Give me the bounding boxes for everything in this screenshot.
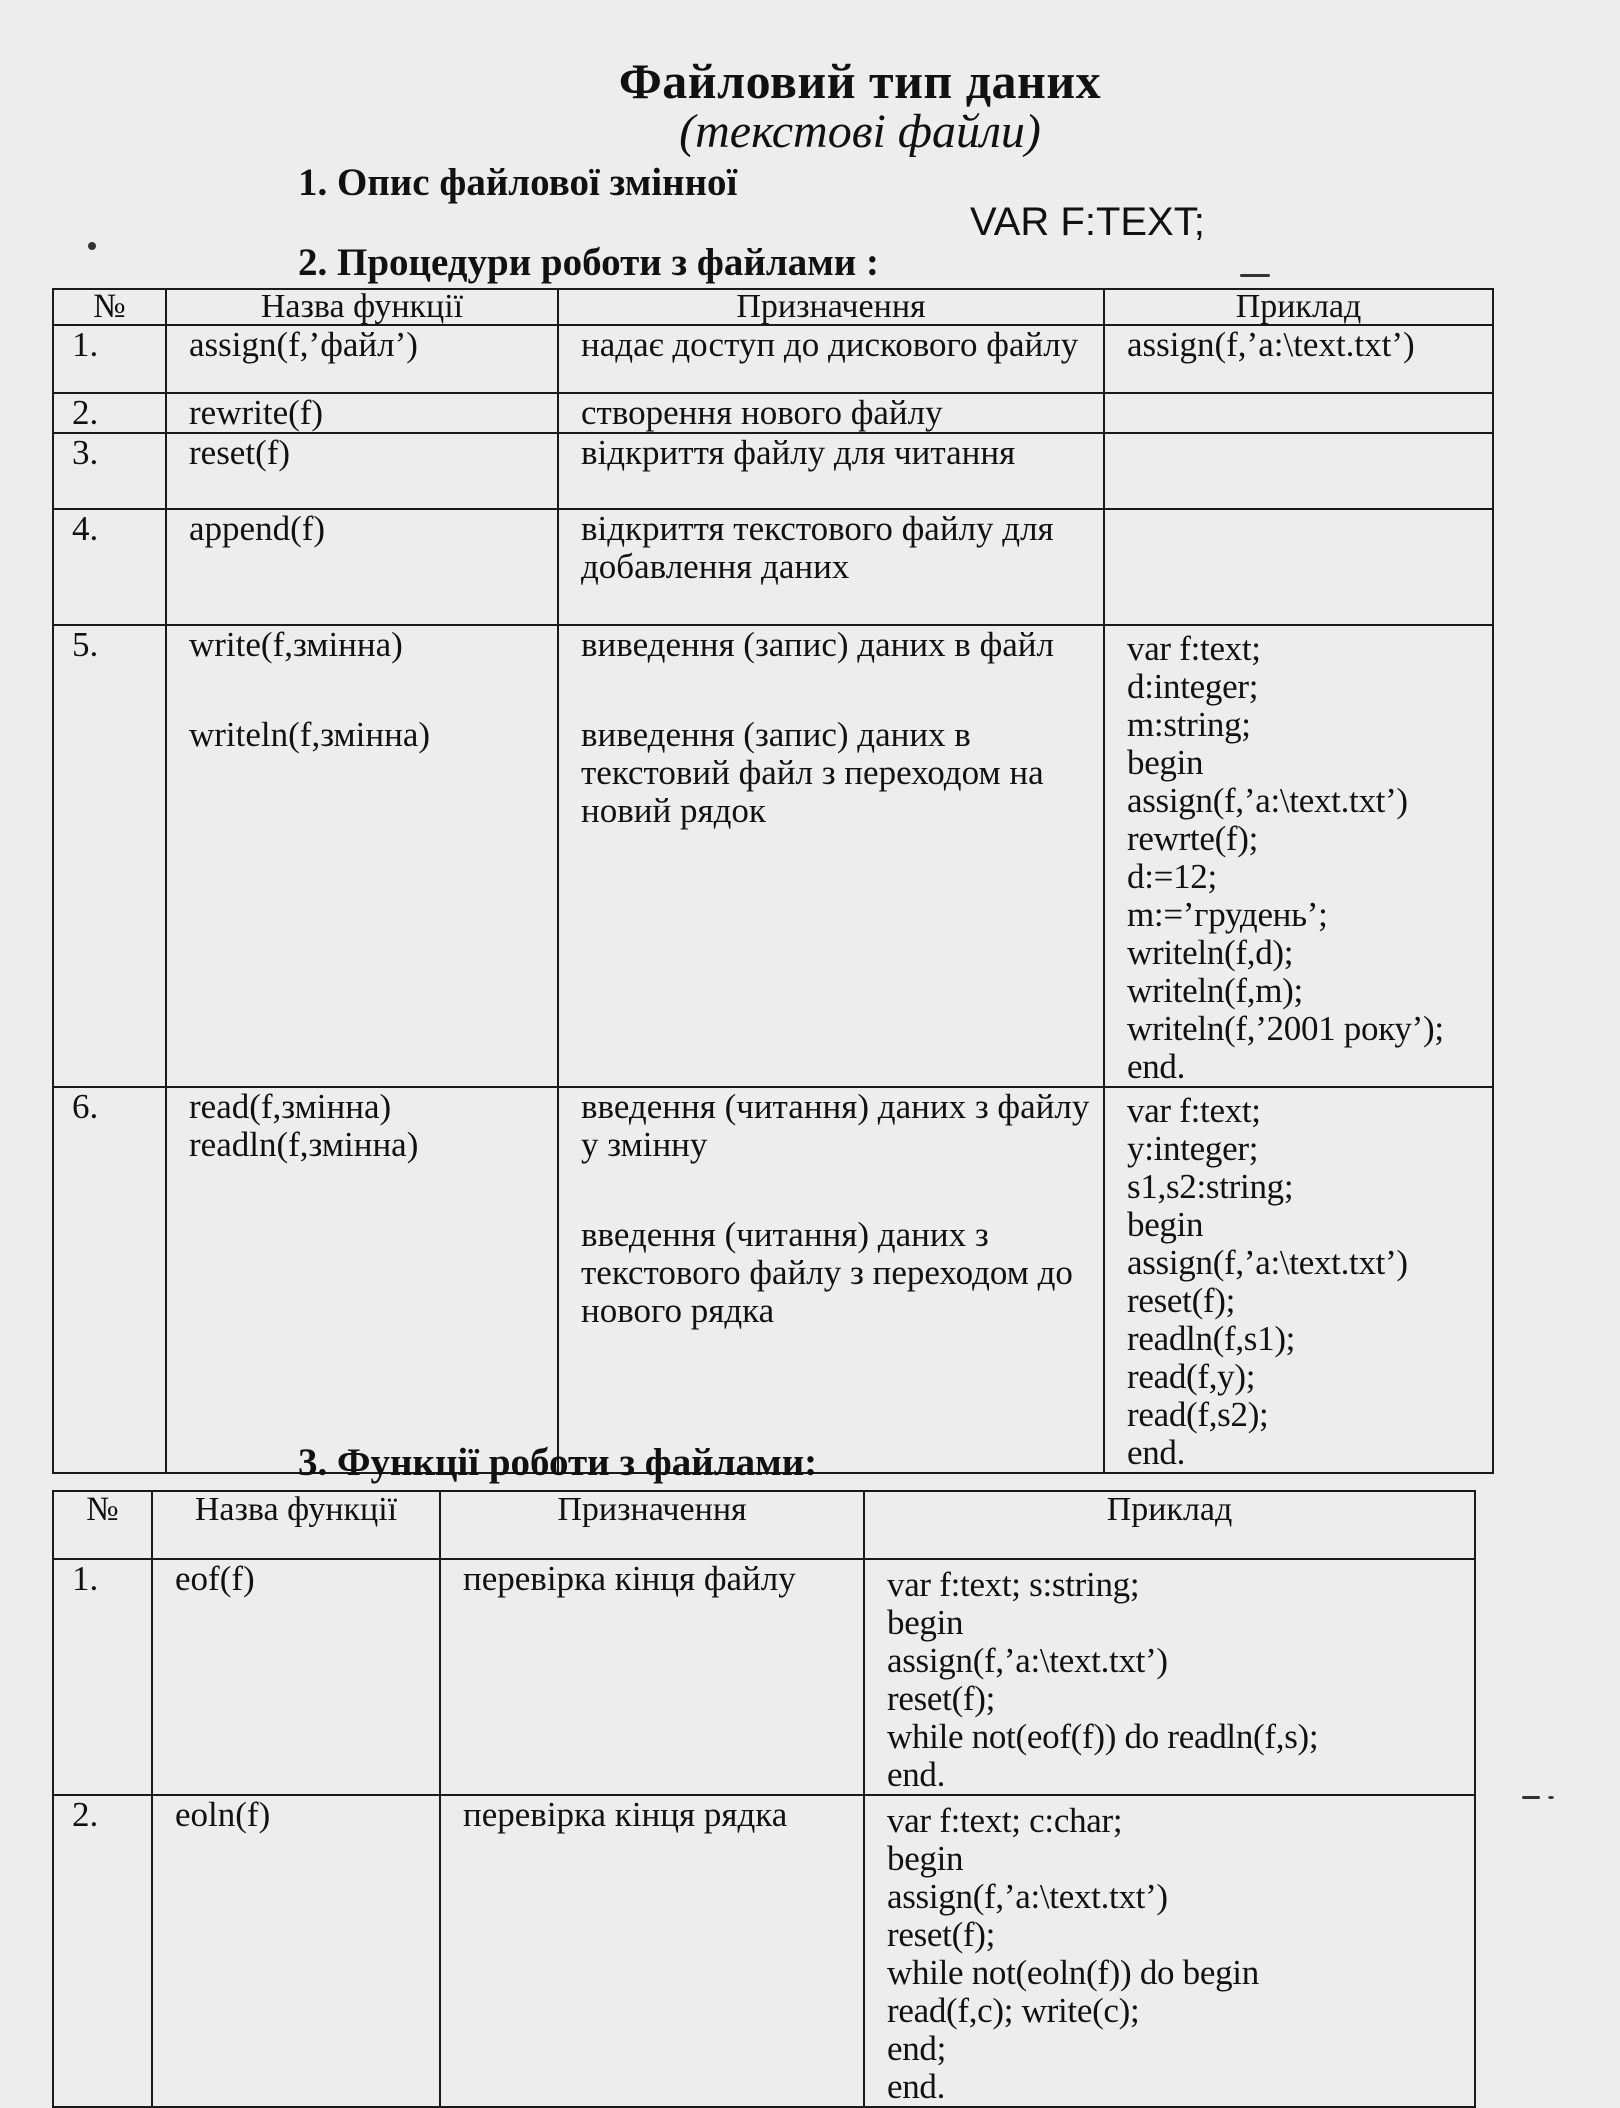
row-number: 1. [53,325,166,393]
purpose-text: відкриття текстового файлу для добавлення даних [581,509,1054,586]
purpose-text: виведення (запис) даних в текстовий файл з переходом на новий рядок [581,715,1044,830]
row-number: 4. [53,509,166,625]
code-line: assign(f,’a:\text.txt’) [887,1877,1168,1916]
code-line: reset(f); [1127,1281,1236,1320]
row-number: 2. [53,393,166,433]
row-number: 2. [53,1795,152,2107]
table-row [53,625,1493,1087]
code-line: while not(eoln(f)) do begin [887,1953,1259,1992]
code-line: d:=12; [1127,857,1217,896]
example-cell [1104,625,1493,1087]
code-line: end. [887,2067,946,2106]
function-name: eof(f) [175,1559,255,1598]
column-header: Назва функції [152,1491,440,1559]
table-row [53,433,1493,509]
purpose-text: введення (читання) даних з файлу у змінну [581,1087,1090,1164]
scan-speck [1240,274,1270,277]
row-number: 1. [53,1559,152,1795]
code-line: assign(f,’a:\text.txt’) [887,1641,1168,1680]
purpose-text: введення (читання) даних з текстового файлу з переходом до нового рядка [581,1215,1073,1330]
row-number: 3. [53,433,166,509]
example-cell [864,1795,1475,2107]
code-line: begin [887,1839,964,1878]
function-name: read(f,змінна) [189,1087,392,1126]
function-name: rewrite(f) [189,393,324,432]
function-name: append(f) [189,509,326,548]
purpose-cell [440,1795,864,2107]
purpose-cell [558,509,1104,625]
code-line: var f:text; s:string; [887,1565,1140,1604]
code-line: assign(f,’a:\text.txt’) [1127,781,1408,820]
section3-heading: 3. Функції роботи з файлами: [298,1441,818,1484]
scan-speck [1548,1796,1554,1799]
table-header-row [53,1491,1475,1559]
column-header: Призначення [558,289,1104,325]
scan-speck [1522,1796,1540,1799]
column-header: Приклад [864,1491,1475,1559]
example-cell [864,1559,1475,1795]
purpose-text: перевірка кінця рядка [463,1795,788,1834]
purpose-text: виведення (запис) даних в файл [581,625,1054,664]
code-line: read(f,y); [1127,1357,1256,1396]
table-header-row [53,289,1493,325]
code-line: assign(f,’a:\text.txt’) [1127,325,1415,364]
column-header: Призначення [440,1491,864,1559]
purpose-cell [558,433,1104,509]
code-line: end. [1127,1047,1186,1086]
function-name: write(f,змінна) [189,625,403,664]
table-row [53,393,1493,433]
code-line: read(f,c); write(c); [887,1991,1140,2030]
code-line: m:=’грудень’; [1127,895,1328,934]
code-line: var f:text; [1127,1091,1261,1130]
column-header: Приклад [1104,289,1493,325]
function-name: assign(f,’файл’) [189,325,418,364]
code-line: d:integer; [1127,667,1259,706]
code-line: begin [887,1603,964,1642]
column-header: № [53,1491,152,1559]
function-name-cell [166,1087,558,1473]
purpose-cell [558,393,1104,433]
code-line: end. [1127,1433,1186,1472]
row-number: 5. [53,625,166,1087]
code-line: end; [887,2029,947,2068]
file-variable-declaration: VAR F:TEXT; [970,200,1205,244]
code-line: begin [1127,1205,1204,1244]
function-name-cell [152,1559,440,1795]
code-line: writeln(f,’2001 року’); [1127,1009,1444,1048]
table-row [53,1087,1493,1473]
example-cell [1104,325,1493,393]
code-line: var f:text; c:char; [887,1801,1123,1840]
function-name: reset(f) [189,433,291,472]
function-name-cell [152,1795,440,2107]
purpose-cell [558,625,1104,1087]
column-header: Назва функції [166,289,558,325]
function-name: writeln(f,змінна) [189,715,431,754]
purpose-text: відкриття файлу для читання [581,433,1016,472]
purpose-text: надає доступ до дискового файлу [581,325,1079,364]
code-line: reset(f); [887,1915,996,1954]
example-cell [1104,1087,1493,1473]
function-name: eoln(f) [175,1795,271,1834]
code-line: while not(eof(f)) do readln(f,s); [887,1717,1319,1756]
function-name-cell [166,393,558,433]
section2-heading: 2. Процедури роботи з файлами : [298,241,880,284]
page-subtitle: (текстові файли) [679,105,1041,158]
table-row [53,509,1493,625]
function-name-cell [166,433,558,509]
row-number: 6. [53,1087,166,1473]
code-line: writeln(f,d); [1127,933,1294,972]
code-line: writeln(f,m); [1127,971,1303,1010]
purpose-cell [558,325,1104,393]
example-cell [1104,433,1493,509]
function-name-cell [166,509,558,625]
purpose-text: перевірка кінця файлу [463,1559,796,1598]
function-name: readln(f,змінна) [189,1125,419,1164]
code-line: assign(f,’a:\text.txt’) [1127,1243,1408,1282]
page-title: Файловий тип даних [618,53,1102,109]
code-line: m:string; [1127,705,1251,744]
purpose-cell [558,1087,1104,1473]
example-cell [1104,509,1493,625]
code-line: read(f,s2); [1127,1395,1269,1434]
functions-table [52,1490,1476,2108]
code-line: s1,s2:string; [1127,1167,1294,1206]
scan-speck [88,242,96,250]
code-line: begin [1127,743,1204,782]
code-line: y:integer; [1127,1129,1259,1168]
function-name-cell [166,325,558,393]
purpose-text: створення нового файлу [581,393,943,432]
code-line: reset(f); [887,1679,996,1718]
section1-heading: 1. Опис файлової змінної [298,161,738,204]
example-cell [1104,393,1493,433]
function-name-cell [166,625,558,1087]
code-line: readln(f,s1); [1127,1319,1296,1358]
code-line: end. [887,1755,946,1794]
code-line: var f:text; [1127,629,1261,668]
table-row [53,325,1493,393]
table-row [53,1559,1475,1795]
procedures-table [52,288,1494,1474]
column-header: № [53,289,166,325]
table-row [53,1795,1475,2107]
code-line: rewrte(f); [1127,819,1259,858]
purpose-cell [440,1559,864,1795]
